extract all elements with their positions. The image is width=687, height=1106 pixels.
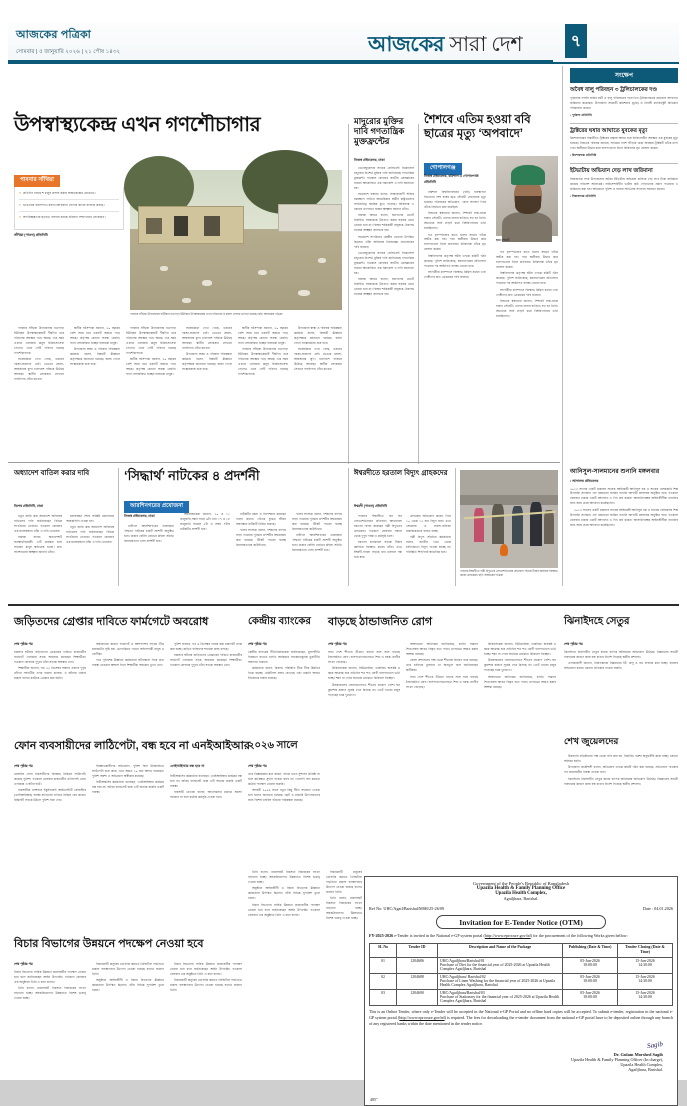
farmgate-body-col1: হামলার ঘটনায় জড়িতদের গ্রেপ্তারের দাবিতে রাজধানীর ফার্মগেট এলাকায় সড়ক অবরোধ করেছেন শিক্ষার্থীরা। গতকাল রোববার দুপুরে তাঁরা সড়কে অবস্থান নেন। শিক্ষার্থীরা জানান, গত ২২ ডিসেম্বর সন্ধ্যায় একদল দুর্বৃত্ত তাঁদের সহপাঠীর ওপর হামলা চালায়। এ ঘটনায় থানায় মামলা হলেও কাউকে গ্রেপ্তার করা হয়নি। — [14, 650, 86, 681]
lead-body-col5: স্থানীয় বাসিন্দারা জানান, ২০ বছরের বেশি সময় ধরে ভবনটি অযত্নে পড়ে আছে। কর্তৃপক্ষ কোনো ব্যবস্থা নেয়নি। ফলে সেবাবঞ্চিত হচ্ছেন হাজারো মানুষ। পাবনার সাঁথিয়া উপজেলার নওপাড়া ইউনিয়ন উপস্বাস্থ্যকেন্দ্রটি দীর্ঘদিন ধরে পরিত্যক্ত অবস্থায় পড়ে আছে। এক সময় এখানে এলাকার মানুষ চিকিৎসাসেবা পেলেও এখন সেটি পরিণত হয়েছে গণশৌচাগারে। — [238, 326, 288, 376]
tender-banner: Invitation for E-Tender Notice (OTM) — [436, 915, 606, 929]
signatory-role3: Agailjhara, Barishal. — [628, 1066, 663, 1072]
ordinance-body-col2: মানববন্ধন শেষে সংশ্লিষ্ট মন্ত্রণালয়ে স্মারকলিপি দেওয়া হয়। নতুন জারি করা অধ্যাদেশ অবিলম্বে বাতিলের দাবি জানিয়েছেন বিভিন্ন সংগঠনের নেতারা। গতকাল রোববার এক মানববন্ধনে তাঁরা এ দাবি তোলেন। — [66, 514, 114, 545]
cell-sl: 02 — [370, 973, 397, 989]
jhenaidah-body-col1: ঝিনাইদহে নির্মাণাধীন সেতুর কাজে ব্যাপক অনিয়মের অভিযোগ উঠেছে। নিম্নমানের সামগ্রী ব্যবহারের কারণে কাজ বন্ধ রাখার নির্দেশ দিয়েছে স্থানীয় প্রশাসন। এলাকাবাসী জানান, নির্মাণকাজে নিম্নমানের ইট, বালু ও রড ব্যবহার করা হচ্ছে। বারবার অভিযোগ করেও কোনো প্রতিকার পাওয়া যায়নি। — [564, 650, 678, 671]
pub-date: 05-Jan-2026 — [580, 991, 600, 996]
sidebar-divider — [570, 163, 678, 164]
lead-body-col2: স্থানীয় বাসিন্দারা জানান, ২০ বছরের বেশি সময় ধরে ভবনটি অযত্নে পড়ে আছে। কর্তৃপক্ষ কোনো ব্যবস্থা নেয়নি। ফলে সেবাবঞ্চিত হচ্ছেন হাজারো মানুষ। উপজেলা স্বাস্থ্য ও পরিবার পরিকল্পনা কর্মকর্তা বলেন, বিষয়টি ঊর্ধ্বতন কর্তৃপক্ষকে জানানো হয়েছে। বরাদ্দ পেলে সংস্কারকাজ শুরু হবে। — [70, 326, 120, 367]
ordinance-body-col1: নতুন জারি করা অধ্যাদেশ অবিলম্বে বাতিলের দাবি জানিয়েছেন বিভিন্ন সংগঠনের নেতারা। গতকাল রোববার এক মানববন্ধনে তাঁরা এ দাবি তোলেন। বক্তারা বলেন, অধ্যাদেশটি জনস্বার্থবিরোধী। এটি কার্যকর হলে সাধারণ মানুষ ক্ষতিগ্রস্ত হবেন। দ্রুত সংশোধনের আহ্বান জানান তাঁরা। — [14, 514, 62, 555]
debris-shape — [298, 290, 310, 296]
sidebar — [570, 68, 678, 200]
signatory-role1: Upazila Health & Family Planning Officer (In charge), — [571, 1056, 663, 1062]
note-part2: ) is required. The fees for downloading the e-tender document from the national e-GP portal have to be deposited online through any branch of any registered banks within the date mentioned in the tender notice. — [369, 1014, 674, 1026]
publication-date: সোমবার | ৫ জানুয়ারি ২০২৬ | ২১ পৌষ ১৪৩২ — [16, 49, 121, 55]
sidebar-item-credit: • কিশোরগঞ্জ প্রতিনিধি — [570, 153, 597, 158]
phone-body-col2: বিক্ষোভকারীদের অভিযোগ, পুলিশ বিনা উসকানিতে লাঠিপেটা শুরু করে। এতে অন্তত ১০ জন আহত হয়েছেন। পুলিশ অবশ্য এ অভিযোগ অস্বীকার করেছে। বিটিআরসির কর্মকর্তারা বলেছেন, এনইআইআর কার্যক্রম বন্ধ হবে না। অবৈধ হ্যান্ডসেট বন্ধে এটি অত্যন্ত জরুরি একটি ব্যবস্থা। — [92, 764, 164, 795]
masthead — [8, 22, 679, 64]
tender-address: Agailjhara, Barishal. — [503, 896, 539, 901]
list-item: » ভাঙারের বারান্দাতে ময়লা-আবর্জনা ফেলার কাজে ব্যবহার করছে। — [19, 203, 119, 212]
close-time: 14:30:00 — [638, 995, 652, 1000]
section-title — [368, 28, 522, 63]
desc-line1: UHC/Agailjhara/Barishal/03 — [440, 991, 485, 996]
cold-body-col2: আবহাওয়া অধিদপ্তর জানিয়েছে, চলতি সপ্তাহে শৈত্যপ্রবাহ আরও বিস্তৃত হতে পারে। তাপমাত্রা আরও কমার আশঙ্কা রয়েছে। জেলা প্রশাসনের পক্ষ থেকে শীতবস্ত্র বিতরণ শুরু হয়েছে। তবে চাহিদার তুলনায় তা অপ্রতুল বলে জানিয়েছেন স্থানীয়রা। সারা দেশে শীতের তীব্রতা বাড়ার সঙ্গে সঙ্গে বাড়ছে ঠান্ডাজনিত রোগ। হাসপাতালগুলোতে শিশু ও বয়স্ক রোগীর সংখ্যা বেড়েছে। — [406, 642, 478, 689]
sidebar-item-0[interactable] — [570, 87, 678, 119]
siddharth-byline: নিজস্ব প্রতিবেদক, ঢাকা — [124, 514, 155, 518]
ordinance-headline: অধ্যাদেশ বাতিল করার দাবি — [14, 470, 90, 477]
close-time: 14:30:00 — [638, 963, 652, 968]
desc-line1: UHC/Agailjhara/ Barishal/02 — [440, 975, 486, 980]
maduro-body: ভেনেজুয়েলার সাবেক প্রেসিডেন্ট নিকোলাস মাদুরোর নিঃশর্ত মুক্তির দাবি জানিয়েছে গণতান্ত্রিক মুক্তফ্রন্ট। গতকাল রোববার জাতীয় প্রেসক্লাবের সামনে আয়োজিত এক সমাবেশে এ দাবি জানানো হয়। সমাবেশে বক্তারা বলেন, সাম্রাজ্যবাদী শক্তির হস্তক্ষেপে লাতিন আমেরিকার স্বাধীন রাষ্ট্রগুলোর সার্বভৌমত্ব হুমকির মুখে পড়েছে। অবিলম্বে এ ধরনের তৎপরতা বন্ধের আহ্বান জানান তাঁরা। বক্তারা আরও বলেন, জনগণের ভোটে নির্বাচিত সরকারকে উৎখাত করার ষড়যন্ত্র মেনে নেওয়া হবে না। বিশ্বের শান্তিকামী মানুষকে ঐক্যবদ্ধ হওয়ার আহ্বান জানানো হয়। সমাবেশে সংগঠনের কেন্দ্রীয় নেতারা উপস্থিত ছিলেন। তাঁরা অবিলম্বে নিষেধাজ্ঞা প্রত্যাহারের দাবি জানান। ভেনেজুয়েলার সাবেক প্রেসিডেন্ট নিকোলাস মাদুরোর নিঃশর্ত মুক্তির দাবি জানিয়েছে গণতান্ত্রিক মুক্তফ্রন্ট। গতকাল রোববার জাতীয় প্রেসক্লাবের সামনে আয়োজিত এক সমাবেশে এ দাবি জানানো হয়। বক্তারা আরও বলেন, জনগণের ভোটে নির্বাচিত সরকারকে উৎখাত করার ষড়যন্ত্র মেনে নেওয়া হবে না। বিশ্বের শান্তিকামী মানুষকে ঐক্যবদ্ধ হওয়ার আহ্বান জানানো হয়। — [354, 166, 414, 297]
person-shape — [474, 508, 484, 542]
lead-body-col6: উপজেলা স্বাস্থ্য ও পরিবার পরিকল্পনা কর্মকর্তা বলেন, বিষয়টি ঊর্ধ্বতন কর্তৃপক্ষকে জানানো হয়েছে। বরাদ্দ পেলে সংস্কারকাজ শুরু হবে। সরেজমিনে দেখা গেছে, ভবনের দরজা-জানালা নেই। ভেতরে ময়লা-আবর্জনার স্তূপ। চারপাশে গজিয়ে উঠেছে আগাছা। স্থানীয় লোকজন সেখানে গবাদিপশু বেঁধে রাখেন। — [294, 326, 342, 371]
farmgate-cont-label: শেষ পৃষ্ঠার পর — [14, 642, 33, 646]
signatory-role2: Upazila Health Complex, — [620, 1061, 663, 1067]
tender-intro-suffix: ) for the procurement of the following Works given bellow: — [530, 933, 628, 938]
bobi-byline: নিজস্ব প্রতিবেদক, বরিশাল ও গোপালগঞ্জ প্রতিনিধি — [424, 174, 479, 184]
judiciary-body-col3: বিচার বিভাগের সার্বিক উন্নয়নে প্রয়োজনীয় পদক্ষেপ নেওয়া হবে বলে জানিয়েছেন আইন উপদেষ্টা। গতকাল রোববার এক অনুষ্ঠানে তিনি এ কথা বলেন। বিচারপ্রার্থী মানুষের ভোগান্তি কমাতে ডিজিটাল পদ্ধতিতে মামলা ব্যবস্থাপনার উদ্যোগ নেওয়া হয়েছে বলেও জানান তিনি। — [170, 962, 242, 993]
tender-portal-link[interactable]: http://www.eprocure.gov.bd — [484, 933, 531, 938]
phone-body-col1: মোবাইল ফোন ব্যবসায়ীদের বিক্ষোভ মিছিলে লাঠিপেটা করেছে পুলিশ। গতকাল রোববার রাজধানীর এলিফ্যান্ট রোড এলাকায় এ ঘটনা ঘটে। ব্যবসায়ীরা ন্যাশনাল ইকুইপমেন্ট আইডেন্টিটি রেজিস্টার (এনইআইআর) ব্যবস্থা বাতিলের দাবিতে মিছিল বের করেন। মিছিলটি সড়কে উঠলে পুলিশ বাধা দেয়। — [14, 772, 86, 803]
tender-intro-fy: FY-2025-2026 — [369, 933, 394, 938]
ordinance-byline: বিশেষ প্রতিনিধি, ঢাকা — [14, 504, 44, 508]
window-shape — [204, 216, 220, 236]
lead-photo — [130, 170, 342, 310]
sidebar-divider — [570, 123, 678, 124]
portrait-cap — [511, 165, 545, 185]
desc-line1: UHC/Agailjhara/Barishal/01 — [440, 959, 485, 964]
cell-publishing — [563, 973, 618, 989]
ishwardi-photo-caption: পাবনার ঈশ্বরদীতে পল্লী বিদ্যুতের লোডশেডিংয়ের প্রতিবাদে সড়কে টায়ার জ্বালিয়ে বিক্ষোভ করেন গ্রাহকেরা। ছবি: আজকের পত্রিকা — [460, 569, 558, 577]
siddharth-body-col4: দলের সদস্যরা বলেন, দর্শকদের ব্যাপক সাড়া পাওয়ায় পুনরায় প্রদর্শনীর আয়োজন করা হয়েছে। টিকিট পাওয়া যাচ্ছে মিলনায়তনের কাউন্টারে। নাট্যদল আরশিনগরের প্রযোজনা ‘সিদ্ধার্থ’ নাটকের চারটি প্রদর্শনী অনুষ্ঠিত হবে। ঢাকার বেইলি রোডের মহিলা সমিতি মিলনায়তনে এসব প্রদর্শনী হবে। — [292, 512, 342, 553]
ishwardi-headline: ঈশ্বরদীতে হরতাল বিদ্যুৎ গ্রাহকদের — [354, 470, 448, 477]
column-divider — [562, 66, 563, 586]
phone-headline: ফোন ব্যবসায়ীদের লাঠিপেটা, বন্ধ হবে না এনইআইআর — [14, 740, 250, 752]
jhenaidah-body-col2: ঠিকাদারি প্রতিষ্ঠানের পক্ষ থেকে দাবি করা হয়, নির্ধারিত নকশা অনুযায়ীই কাজ হচ্ছে। কোনো অনিয়ম হয়নি। উপজেলা প্রকৌশলী বলেন, অভিযোগ তদন্তে কমিটি গঠন করা হয়েছে। প্রতিবেদন পাওয়ার পর প্রয়োজনীয় ব্যবস্থা নেওয়া হবে। ঝিনাইদহে নির্মাণাধীন সেতুর কাজে ব্যাপক অনিয়মের অভিযোগ উঠেছে। নিম্নমানের সামগ্রী ব্যবহারের কারণে কাজ বন্ধ রাখার নির্দেশ দিয়েছে স্থানীয় প্রশাসন। — [564, 754, 678, 786]
bank-cont-label-2: শেষ পৃষ্ঠার পর — [248, 764, 267, 768]
person-shape — [492, 504, 504, 544]
note-link[interactable]: http://www.eprocure.gov.bd — [399, 1014, 445, 1020]
lead-headline: উপস্বাস্থ্যকেন্দ্র এখন গণশৌচাগার — [14, 114, 261, 136]
window-shape — [174, 216, 188, 236]
col-publishing: Publishing (Date & Time) — [563, 943, 618, 957]
signatory-name: Dr. Gulam Morshed Sagib — [613, 1051, 663, 1057]
lead-tag: পাবনার সাঁথিয়া — [14, 175, 60, 187]
tender-code: 485" — [370, 1097, 378, 1102]
tender-intro — [365, 933, 677, 939]
cold-headline: বাড়ছে ঠান্ডাজনিত রোগ — [328, 616, 433, 628]
siddharth-body-col2: আয়োজকেরা জানান, ১০ ও ১১ জানুয়ারি সন্ধ্যা সাড়ে ৬টা এবং ১৭ ও ১৮ জানুয়ারি বিকেল ৫টা ও সন্ধ্যা ৭টায় নাটকটির প্রদর্শনী হবে। — [180, 512, 230, 531]
farmgate-headline: জড়িতদের গ্রেপ্তার দাবিতে ফার্মগেটে অবরোধ — [14, 616, 209, 628]
close-date: 15-Jan-2026 — [635, 975, 655, 980]
publication-logo: আজকের পত্রিকা — [16, 29, 92, 41]
bobi-headline: শৈশবে এতিম হওয়া ববি ছাত্রের মৃত্যু ‘অপবাদে’ — [424, 114, 531, 140]
phone-cont-label: শেষ পৃষ্ঠার পর — [14, 764, 33, 768]
jhenaidah-headline: ঝিনাইদহে সেতুর — [564, 616, 630, 627]
lead-body-col3: পাবনার সাঁথিয়া উপজেলার নওপাড়া ইউনিয়ন উপস্বাস্থ্যকেন্দ্রটি দীর্ঘদিন ধরে পরিত্যক্ত অবস্থায় পড়ে আছে। এক সময় এখানে এলাকার মানুষ চিকিৎসাসেবা পেলেও এখন সেটি পরিণত হয়েছে গণশৌচাগারে। স্থানীয় বাসিন্দারা জানান, ২০ বছরের বেশি সময় ধরে ভবনটি অযত্নে পড়ে আছে। কর্তৃপক্ষ কোনো ব্যবস্থা নেয়নি। ফলে সেবাবঞ্চিত হচ্ছেন হাজারো মানুষ। — [126, 326, 176, 376]
cold-body-col3: চিকিৎসকেরা জানান, নিউমোনিয়া, ডায়রিয়া, শ্বাসকষ্ট ও জ্বরে আক্রান্ত হয়ে প্রতিদিন শত শত রোগী হাসপাতালে ভর্তি হচ্ছে। শয্যা না পেয়ে অনেকে মেঝেতে চিকিৎসা নিচ্ছেন। উত্তরাঞ্চলের জেলাগুলোতে শীতের প্রকোপ বেশি। ঘন কুয়াশার কারণে সূর্যের দেখা মিলছে না। খেটে খাওয়া মানুষ পড়েছেন চরম দুর্ভোগে। আবহাওয়া অধিদপ্তর জানিয়েছে, চলতি সপ্তাহে শৈত্যপ্রবাহ আরও বিস্তৃত হতে পারে। তাপমাত্রা আরও কমার আশঙ্কা রয়েছে। — [484, 642, 556, 689]
cell-closing — [618, 973, 673, 989]
wall-shape — [278, 204, 342, 232]
list-item: » অপরিচ্ছন্নতার ছড়াতে বসবাস করছে হরিজন সম্প্রদায়ের লোকজন। — [19, 215, 119, 223]
table-header-row — [370, 943, 673, 957]
jhenaidah-cont-label: শেষ পৃষ্ঠার পর — [564, 642, 583, 646]
bank-headline-line2: ২০২৬ সালে — [248, 740, 298, 751]
judiciary-body-col2: বিচারপ্রার্থী মানুষের ভোগান্তি কমাতে ডিজিটাল পদ্ধতিতে মামলা ব্যবস্থাপনার উদ্যোগ নেওয়া হয়েছে বলেও জানান তিনি। অনুষ্ঠানে আইনজীবী ও বিচার বিভাগের ঊর্ধ্বতন কর্মকর্তারা উপস্থিত ছিলেন। তাঁরা বিভিন্ন সুপারিশ তুলে ধরেন। — [92, 962, 164, 993]
page-sheet — [8, 22, 679, 1102]
siddharth-tag: আরশিনগরের প্রযোজনা — [124, 501, 189, 513]
column-divider — [348, 124, 349, 464]
portrait-beard — [515, 196, 541, 214]
cell-desc — [438, 973, 563, 989]
debris-shape — [258, 270, 267, 275]
lead-body-col4: সরেজমিনে দেখা গেছে, ভবনের দরজা-জানালা নেই। ভেতরে ময়লা-আবর্জনার স্তূপ। চারপাশে গজিয়ে উঠেছে আগাছা। স্থানীয় লোকজন সেখানে গবাদিপশু বেঁধে রাখেন। উপজেলা স্বাস্থ্য ও পরিবার পরিকল্পনা কর্মকর্তা বলেন, বিষয়টি ঊর্ধ্বতন কর্তৃপক্ষকে জানানো হয়েছে। বরাদ্দ পেলে সংস্কারকাজ শুরু হবে। — [182, 326, 232, 371]
sidebar-item-credit: • পূর্বধলা প্রতিনিধি — [570, 112, 592, 117]
ishwardi-byline: ঈশ্বরদী (পাবনা) প্রতিনিধি — [354, 504, 387, 508]
tender-note — [365, 1006, 677, 1027]
section-title-bold: আজকের — [368, 33, 444, 56]
tender-office-line2: Upazila Health Complex, — [495, 891, 547, 896]
jhenaidah-sub: শেখ জুয়েলদের — [564, 736, 619, 746]
bobi-tag-wrap — [424, 156, 462, 175]
maduro-headline: মাদুরোর মুক্তির দাবি গণতান্ত্রিক মুক্তফ্রন্টের — [354, 116, 405, 147]
sidebar-item-credit: • সিরাজগঞ্জ প্রতিনিধি — [570, 193, 596, 198]
cell-closing — [618, 989, 673, 1005]
column-divider — [118, 468, 119, 586]
pub-time: 10:00:00 — [583, 963, 597, 968]
person-shape — [544, 510, 554, 544]
window-shape — [146, 218, 162, 234]
sidebar-item-body: ২০১৩ সালের একটি মামলায় সাবেক আইনমন্ত্রী আনিসুল হক ও সাবেক বেসরকারি শিল্প উপদেষ্টা সালমান এফ রহমানের জামিন শুনানি আগামী মঙ্গলবার অনুষ্ঠিত হবে। গতকাল রোববার ঢাকার একটি আদালত এ দিন ধার্য করেন। আসামিপক্ষের আইনজীবীরা শুনানির জন্য সময় চেয়ে আবেদন করেছিলেন। ২০১৩ সালের একটি মামলায় সাবেক আইনমন্ত্রী আনিসুল হক ও সাবেক বেসরকারি শিল্প উপদেষ্টা সালমান এফ রহমানের জামিন শুনানি আগামী মঙ্গলবার অনুষ্ঠিত হবে। গতকাল রোববার ঢাকার একটি আদালত এ দিন ধার্য করেন। আসামিপক্ষের আইনজীবীরা শুনানির জন্য সময় চেয়ে আবেদন করেছিলেন। — [570, 486, 678, 527]
judiciary-cont-label: শেষ পৃষ্ঠার পর — [14, 962, 33, 966]
cell-sl: 01 — [370, 957, 397, 973]
tender-office-line1: Upazila Health & Family Planning Office — [476, 886, 566, 891]
bank-headline-line1: কেন্দ্রীয় ব্যাংকের — [248, 616, 311, 627]
section-rule — [8, 462, 560, 463]
debris-shape — [202, 280, 212, 286]
bank-body-col1: কেন্দ্রীয় ব্যাংকের নীতিনির্ধারকেরা জানিয়েছেন, মূল্যস্ফীতি নিয়ন্ত্রণে রাখতে চলতি অর্থবছরে সংকোচনমূলক মুদ্রানীতি অব্যাহত থাকবে। কর্মকর্তারা বলেন, রিজার্ভ পরিস্থিতি ধীরে ধীরে উন্নতির দিকে যাচ্ছে। রেমিট্যান্স প্রবাহ বেড়েছে এবং রপ্তানি আয়ও ইতিবাচক ধারায় রয়েছে। — [248, 650, 320, 681]
sidebar-item-body: পূর্বধলায় ফসলি জমির মাটি ও বালু পরিবহনের দায়ে তিন ট্রলিচালককে ভ্রাম্যমাণ আদালত জরিমানা করেছেন। উপজেলা সহকারী কমিশনার (ভূমি) ও নির্বাহী ম্যাজিস্ট্রেট অভিযান পরিচালনা করেন। — [570, 95, 678, 110]
cell-id: 1204688 — [397, 973, 438, 989]
siddharth-tag-wrap — [124, 494, 189, 513]
sidebar-item-3[interactable] — [570, 468, 678, 529]
cell-desc — [438, 989, 563, 1005]
pub-date: 05-Jan-2026 — [580, 975, 600, 980]
cell-id: 1204690 — [397, 989, 438, 1005]
list-item: » প্রতিদিন বসছে শ মানুষ প্রস্রাব করায় স্বাস্থ্যকেন্দ্রের মেঝেতে। — [19, 191, 119, 200]
sidebar-title: সংক্ষেপ — [570, 68, 678, 83]
sidebar-item-body: কিশোরগঞ্জের নিকলীতে ট্রাক্টরের ধাক্কায় আহত হয়ে চিকিৎসাধীন অবস্থায় এক যুবকের মৃত্যু হয়েছে। নিহতের পরিবার জানায়, সড়কের পাশে দাঁড়িয়ে থাকা অবস্থায় ট্রাক্টরটি তাঁকে চাপা দেয়। স্থানীয়রা উদ্ধার করে হাসপাতালে নিলে চিকিৎসক মৃত ঘোষণা করেন। — [570, 136, 678, 151]
page-number-badge: ৭ — [565, 24, 587, 58]
cell-id: 1204686 — [397, 957, 438, 973]
cell-desc — [438, 957, 563, 973]
table-row — [370, 989, 673, 1005]
tender-intro-mid: e-Tender is invited in the National e-GP system portal ( — [393, 933, 485, 938]
bobi-body-col1: বরিশাল বিশ্ববিদ্যালয়ের (ববি) ব্যবস্থাপনা বিভাগের শেষ বর্ষের ছাত্র সৌরভী হোসেনের মৃত্যু হয়েছে। পরিবারের অভিযোগ, ‘চোর’ অপবাদ দিয়ে তাঁকে নির্যাতন করা হয়েছিল। নিহতের স্বজনেরা জানান, শৈশবেই বাবা-মাকে হারান সৌরভী। এরপর নানার বাড়িতে বড় হন তিনি। অভাবের সঙ্গে লড়াই করে বিশ্ববিদ্যালয়ে ভর্তি হয়েছিলেন। গত বৃহস্পতিবার রাতে হলের সামনে তাঁকে আটক করা হয়। পরে স্থানীয়রা উদ্ধার করে হাসপাতালে নিলে কর্তব্যরত চিকিৎসক তাঁকে মৃত ঘোষণা করেন। বিশ্ববিদ্যালয় কর্তৃপক্ষ ঘটনা তদন্তে কমিটি গঠন করেছে। পুলিশ জানিয়েছে, ময়নাতদন্তের প্রতিবেদন পাওয়ার পর আইনগত ব্যবস্থা নেওয়া হবে। সহপাঠীরা ক্যাম্পাসে বিক্ষোভ মিছিল করেন এবং দোষীদের দ্রুত গ্রেপ্তারের দাবি জানান। — [424, 190, 486, 280]
cold-cont-label: শেষ পৃষ্ঠার পর — [328, 642, 347, 646]
crowd-band — [460, 495, 558, 505]
person-shape — [512, 506, 523, 544]
column-divider — [418, 124, 419, 464]
lead-bullet-box — [14, 187, 124, 230]
cell-publishing — [563, 957, 618, 973]
desc-line2: Purchase of Linen Washing for the financial year of 2025-2026 at Upazila Health Complex Agailjhara, Barishal — [440, 979, 556, 988]
siddharth-body-col1: নাট্যদল আরশিনগরের প্রযোজনা ‘সিদ্ধার্থ’ নাটকের চারটি প্রদর্শনী অনুষ্ঠিত হবে। ঢাকার বেইলি রোডের মহিলা সমিতি মিলনায়তনে এসব প্রদর্শনী হবে। — [124, 524, 174, 543]
tender-ref-row — [365, 906, 677, 911]
pub-time: 10:00:00 — [583, 995, 597, 1000]
ishwardi-body-col1: পাবনার ঈশ্বরদীতে ঘন ঘন লোডশেডিংয়ের প্রতিবাদে আধাবেলা হরতাল পালন করেছেন পল্লী বিদ্যুতের গ্রাহকেরা। গতকাল রোববার সকাল থেকে দুপুর পর্যন্ত এ কর্মসূচি চলে। হরতাল চলাকালে সড়কে টায়ার জ্বালিয়ে বিক্ষোভ করেন তাঁরা। এতে ঈশ্বরদী-পাবনা সড়কে যান চলাচল বন্ধ হয়ে যায়। — [354, 514, 402, 559]
close-date: 15-Jan-2026 — [635, 991, 655, 996]
lead-tag-block — [14, 168, 124, 241]
sidebar-item-1[interactable] — [570, 128, 678, 160]
sidebar-item-credit: • আদালত প্রতিবেদক — [570, 478, 599, 483]
desc-line2: Purchase of Diet for the financial year of 2025-2026 at Upazila Health Complex Agailjhara, Barishal — [440, 963, 550, 972]
judiciary-body-col5: বিচারপ্রার্থী মানুষের ভোগান্তি কমাতে ডিজিটাল পদ্ধতিতে মামলা ব্যবস্থাপনার উদ্যোগ নেওয়া হয়েছে বলেও জানান তিনি। তিনি বলেন, মামলাজট নিরসনে বিচারকের সংখ্যা বাড়ানো হচ্ছে। অবকাঠামোগত উন্নয়নেও বিশেষ গুরুত্ব দেওয়া হচ্ছে। — [326, 870, 362, 920]
sidebar-item-headline: আনিসুল-সালমানের শুনানি মঙ্গলবার — [570, 468, 660, 475]
ishwardi-photo — [460, 470, 558, 568]
tender-date: Date : 04.01.2026 — [642, 906, 673, 911]
col-tender-id: Tender ID — [397, 943, 438, 957]
maduro-byline: নিজস্ব প্রতিবেদক, ঢাকা — [354, 158, 385, 162]
bank-body-col2: তবে বিশ্লেষকেরা মনে করেন, ব্যাংক খাতে সুশাসন প্রতিষ্ঠা না হলে কাঙ্ক্ষিত সুফল পাওয়া যাবে না। খেলাপি ঋণ কমাতে কঠোর পদক্ষেপ নেওয়া জরুরি। আগামী ২০২৬ সালে নতুন কিছু নীতি সহায়তা দেওয়া হবে বলেও জানানো হয়েছে। ছোট ও মাঝারি উদ্যোক্তাদের জন্য বিশেষ তহবিল গঠনের পরিকল্পনা রয়েছে। — [248, 772, 320, 803]
farmgate-body-col2: অবরোধের কারণে ফার্মগেট ও আশপাশের সড়কে তীব্র যানজটের সৃষ্টি হয়। ভোগান্তিতে পড়েন অফিসগামী মানুষ ও রোগীরা। পরে পুলিশের ঊর্ধ্বতন কর্মকর্তারা ঘটনাস্থলে গিয়ে দ্রুত ব্যবস্থা নেওয়ার আশ্বাস দিলে শিক্ষার্থীরা অবরোধ তুলে নেন। — [92, 642, 164, 668]
sidebar-item-headline: অবৈধ বালু পরিবহন ৩ ট্রলিচালকের দণ্ড — [570, 87, 658, 93]
tender-notice — [364, 876, 678, 1106]
debris-shape — [318, 258, 326, 263]
column-divider — [455, 468, 456, 586]
sidebar-item-headline: ট্রাক্টরের ঘষার আঘাতে যুবকের মৃত্যু — [570, 127, 648, 134]
sidebar-item-2[interactable] — [570, 168, 678, 200]
lead-photo-caption: পাবনার সাঁথিয়া উপজেলার হাটিকান নওপাড়া ইউনিয়ন উপস্বাস্থ্যকেন্দ্র এখন পরিত্যক্ত ও ময়লা ফেলার ভাগাড় হয়েছে। ছবি: আজকের পত্রিকা — [130, 312, 283, 316]
tender-ref-no: Ref No: UHC/Agail/Barishal/MSR/25-26/09 — [369, 906, 445, 911]
debris-shape — [182, 298, 191, 303]
tender-table — [369, 943, 673, 1006]
fire-shape — [500, 544, 508, 556]
table-row — [370, 957, 673, 973]
col-description: Description and Name of the Package — [438, 943, 563, 957]
section-title-light: সারা দেশ — [449, 33, 523, 56]
col-sl: SL No — [370, 943, 397, 957]
bobi-tag: গোপালগঞ্জ — [424, 163, 462, 175]
signature-mark: Sagib — [646, 1039, 664, 1050]
phone-sub-head: এনইআইআর বন্ধ হবে না — [170, 764, 205, 768]
pub-time: 10:00:00 — [583, 979, 597, 984]
cell-publishing — [563, 989, 618, 1005]
close-date: 15-Jan-2026 — [635, 959, 655, 964]
bobi-portrait-caption: ছাত্র সৌরভী — [496, 238, 510, 242]
sidebar-item-body: সিরাজগঞ্জ সদর উপজেলায় অবৈধ ইটভাটায় অভিযান চালিয়ে দেড় লাখ টাকা জরিমানা করেছে পরিবেশ অধিদপ্তর। লাইসেন্সবিহীন ভাটায় কাঠ পোড়ানোর প্রমাণ পাওয়ায় এ জরিমানা করা হয়। অভিযানে পুলিশ ও ফায়ার সার্ভিসের সদস্যরা সহায়তা করেন। — [570, 176, 678, 191]
close-time: 14:30:00 — [638, 979, 652, 984]
col-closing: Tender Closing (Date & Time) — [618, 943, 673, 957]
phone-body-col3: বিটিআরসির কর্মকর্তারা বলেছেন, এনইআইআর কার্যক্রম বন্ধ হবে না। অবৈধ হ্যান্ডসেট বন্ধে এটি অত্যন্ত জরুরি একটি ব্যবস্থা। ব্যবসায়ী নেতারা বলেন, আলোচনার মাধ্যমে সমস্যা সমাধান না হলে কঠোর কর্মসূচি দেওয়া হবে। — [170, 774, 242, 800]
siddharth-body-col3: নাটকটির রচনা ও নির্দেশনায় রয়েছেন দলের প্রধান। গৌতম বুদ্ধের জীবন অবলম্বনে নাটকটি নির্মিত হয়েছে। দলের সদস্যরা বলেন, দর্শকদের ব্যাপক সাড়া পাওয়ায় পুনরায় প্রদর্শনীর আয়োজন করা হয়েছে। টিকিট পাওয়া যাচ্ছে মিলনায়তনের কাউন্টারে। — [236, 512, 286, 548]
cell-closing — [618, 957, 673, 973]
bobi-body-col2: গত বৃহস্পতিবার রাতে হলের সামনে তাঁকে আটক করা হয়। পরে স্থানীয়রা উদ্ধার করে হাসপাতালে নিলে কর্তব্যরত চিকিৎসক তাঁকে মৃত ঘোষণা করেন। বিশ্ববিদ্যালয় কর্তৃপক্ষ ঘটনা তদন্তে কমিটি গঠন করেছে। পুলিশ জানিয়েছে, ময়নাতদন্তের প্রতিবেদন পাওয়ার পর আইনগত ব্যবস্থা নেওয়া হবে। সহপাঠীরা ক্যাম্পাসে বিক্ষোভ মিছিল করেন এবং দোষীদের দ্রুত গ্রেপ্তারের দাবি জানান। নিহতের স্বজনেরা জানান, শৈশবেই বাবা-মাকে হারান সৌরভী। এরপর নানার বাড়িতে বড় হন তিনি। অভাবের সঙ্গে লড়াই করে বিশ্ববিদ্যালয়ে ভর্তি হয়েছিলেন। — [496, 250, 558, 318]
bank-cont-label: শেষ পৃষ্ঠার পর — [248, 642, 267, 646]
judiciary-headline: বিচার বিভাগের উন্নয়নে পদক্ষেপ নেওয়া হবে — [14, 938, 204, 950]
note-part1: This is an Online Tender, where only e-Tender will be accepted in the National e-GP Portal and no offline hard copies will be accepted. To submit e-tender, registration in the national e-GP system portal ( — [369, 1008, 673, 1020]
lead-body-col1: পাবনার সাঁথিয়া উপজেলার নওপাড়া ইউনিয়ন উপস্বাস্থ্যকেন্দ্রটি দীর্ঘদিন ধরে পরিত্যক্ত অবস্থায় পড়ে আছে। এক সময় এখানে এলাকার মানুষ চিকিৎসাসেবা পেলেও এখন সেটি পরিণত হয়েছে গণশৌচাগারে। সরেজমিনে দেখা গেছে, ভবনের দরজা-জানালা নেই। ভেতরে ময়লা-আবর্জনার স্তূপ। চারপাশে গজিয়ে উঠেছে আগাছা। স্থানীয় লোকজন সেখানে গবাদিপশু বেঁধে রাখেন। — [14, 326, 64, 381]
cell-sl: 03 — [370, 989, 397, 1005]
cold-body-col1: সারা দেশে শীতের তীব্রতা বাড়ার সঙ্গে সঙ্গে বাড়ছে ঠান্ডাজনিত রোগ। হাসপাতালগুলোতে শিশু ও বয়স্ক রোগীর সংখ্যা বেড়েছে। চিকিৎসকেরা জানান, নিউমোনিয়া, ডায়রিয়া, শ্বাসকষ্ট ও জ্বরে আক্রান্ত হয়ে প্রতিদিন শত শত রোগী হাসপাতালে ভর্তি হচ্ছে। শয্যা না পেয়ে অনেকে মেঝেতে চিকিৎসা নিচ্ছেন। উত্তরাঞ্চলের জেলাগুলোতে শীতের প্রকোপ বেশি। ঘন কুয়াশার কারণে সূর্যের দেখা মিলছে না। খেটে খাওয়া মানুষ পড়েছেন চরম দুর্ভোগে। — [328, 650, 400, 697]
siddharth-headline: ‘সিদ্ধার্থ’ নাটকের ৪ প্রদর্শনী — [124, 468, 260, 483]
bobi-portrait — [496, 156, 558, 236]
judiciary-body-col1: বিচার বিভাগের সার্বিক উন্নয়নে প্রয়োজনীয় পদক্ষেপ নেওয়া হবে বলে জানিয়েছেন আইন উপদেষ্টা। গতকাল রোববার এক অনুষ্ঠানে তিনি এ কথা বলেন। তিনি বলেন, মামলাজট নিরসনে বিচারকের সংখ্যা বাড়ানো হচ্ছে। অবকাঠামোগত উন্নয়নেও বিশেষ গুরুত্ব দেওয়া হচ্ছে। — [14, 970, 86, 1001]
lead-byline: সাঁথিয়া (পাবনা) প্রতিনিধি — [14, 233, 48, 238]
debris-shape — [160, 266, 168, 271]
section-rule — [8, 604, 679, 606]
ishwardi-body-col2: গ্রাহকেরা অভিযোগ করেন, দিনে ১০ থেকে ১২ বার বিদ্যুৎ যায়। এতে সেচকাজ ও ব্যবসা-বাণিজ্য মারাত্মকভাবে ব্যাহত হচ্ছে। পল্লী বিদ্যুৎ সমিতির কর্মকর্তারা বলেন, জাতীয় গ্রিড থেকে চাহিদামতো বিদ্যুৎ পাওয়া যাচ্ছে না। পরিস্থিতি শিগগিরই স্বাভাবিক হবে। — [406, 514, 451, 555]
tender-signature-block — [365, 1034, 677, 1072]
person-shape — [530, 502, 542, 546]
pub-date: 05-Jan-2026 — [580, 959, 600, 964]
column-divider — [348, 468, 349, 586]
masthead-left — [16, 26, 120, 57]
judiciary-body-col4: তিনি বলেন, মামলাজট নিরসনে বিচারকের সংখ্যা বাড়ানো হচ্ছে। অবকাঠামোগত উন্নয়নেও বিশেষ গুরুত্ব দেওয়া হচ্ছে। অনুষ্ঠানে আইনজীবী ও বিচার বিভাগের ঊর্ধ্বতন কর্মকর্তারা উপস্থিত ছিলেন। তাঁরা বিভিন্ন সুপারিশ তুলে ধরেন। বিচার বিভাগের সার্বিক উন্নয়নে প্রয়োজনীয় পদক্ষেপ নেওয়া হবে বলে জানিয়েছেন আইন উপদেষ্টা। গতকাল রোববার এক অনুষ্ঠানে তিনি এ কথা বলেন। — [248, 870, 320, 917]
tender-gov-line: Government of the People's Republic of Bangladesh — [472, 881, 570, 886]
sidebar-item-headline: ইটভাটায় অভিযান দেড় লাখ জরিমানা — [570, 168, 653, 175]
table-row — [370, 973, 673, 989]
farmgate-body-col3: পুলিশ জানায়, গত ৬ ডিসেম্বর দায়ের করা মামলাটি তদন্ত করা হচ্ছে। জড়িত ব্যক্তিদের শনাক্তে কাজ চলছে। হামলার ঘটনায় জড়িতদের গ্রেপ্তারের দাবিতে রাজধানীর ফার্মগেট এলাকায় সড়ক অবরোধ করেছেন শিক্ষার্থীরা। গতকাল রোববার দুপুরে তাঁরা সড়কে অবস্থান নেন। — [170, 642, 242, 668]
desc-line2: Purchase of Stationary for the financial year of 2025-2026 at Upazila Health Complex Agailjhara, Barishal — [440, 995, 559, 1004]
masthead-rule — [8, 60, 553, 62]
